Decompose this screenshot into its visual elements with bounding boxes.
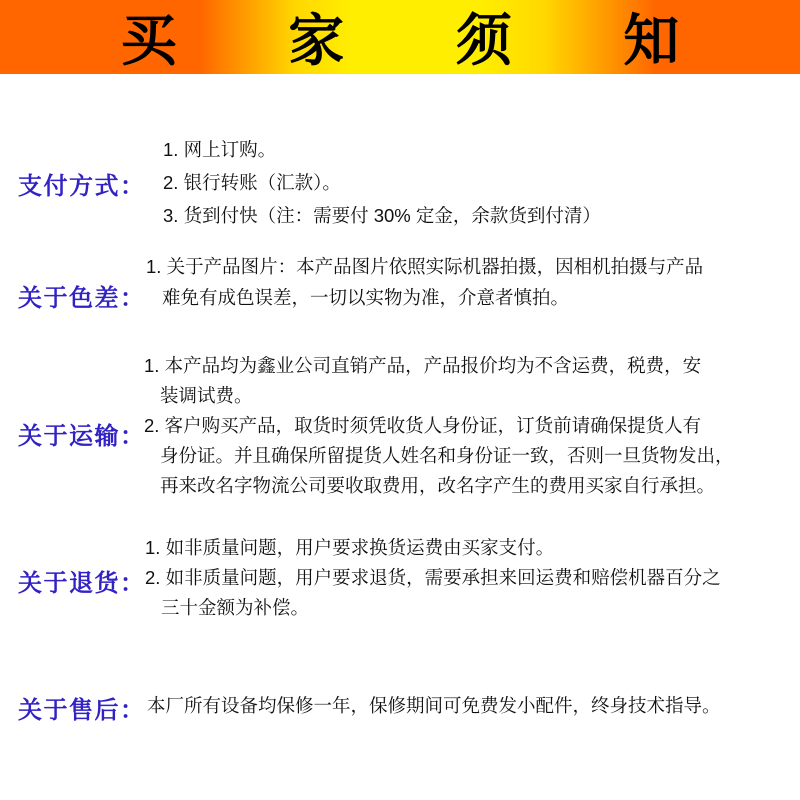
section-label-payment: 支付方式： xyxy=(18,173,146,200)
section-label-color-difference: 关于色差： xyxy=(18,285,146,312)
notice-line: 1. 本产品均为鑫业公司直销产品，产品报价均为不含运费，税费，安 xyxy=(144,355,702,376)
notice-line: 1. 如非质量问题，用户要求换货运费由买家支付。 xyxy=(145,537,555,558)
section-body-payment xyxy=(163,133,601,232)
notice-line: 2. 银行转账（汇款）。 xyxy=(163,172,341,193)
section-body-shipping xyxy=(144,351,734,501)
notice-line: 2. 客户购买产品，取货时须凭收货人身份证，订货前请确保提货人有 xyxy=(144,415,702,436)
section-body-color-difference xyxy=(146,251,703,313)
notice-line: 2. 如非质量问题，用户要求退货，需要承担来回运费和赔偿机器百分之 xyxy=(145,567,721,588)
page-title: 买 家 须 知 xyxy=(120,9,726,74)
section-body-after-sales xyxy=(147,694,721,718)
notice-line: 再来改名字物流公司要收取费用，改名字产生的费用买家自行承担。 xyxy=(160,475,716,496)
notice-line: 三十金额为补偿。 xyxy=(161,597,310,618)
notice-line: 1. 网上订购。 xyxy=(163,139,277,160)
section-label-returns: 关于退货： xyxy=(18,570,146,597)
notice-line: 装调试费。 xyxy=(160,385,253,406)
section-label-after-sales: 关于售后： xyxy=(18,697,146,724)
header-banner xyxy=(0,0,800,74)
notice-line: 难免有成色误差，一切以实物为准，介意者慎拍。 xyxy=(162,287,570,308)
notice-line: 1. 关于产品图片：本产品图片依照实际机器拍摄，因相机拍摄与产品 xyxy=(146,256,704,277)
notice-line: 本厂所有设备均保修一年，保修期间可免费发小配件，终身技术指导。 xyxy=(147,695,721,716)
notice-line: 3. 货到付快（注：需要付 30% 定金，余款货到付清） xyxy=(163,205,601,226)
section-body-returns xyxy=(145,533,721,623)
notice-line: 身份证。并且确保所留提货人姓名和身份证一致，否则一旦货物发出， xyxy=(160,445,734,466)
section-label-shipping: 关于运输： xyxy=(18,423,146,450)
